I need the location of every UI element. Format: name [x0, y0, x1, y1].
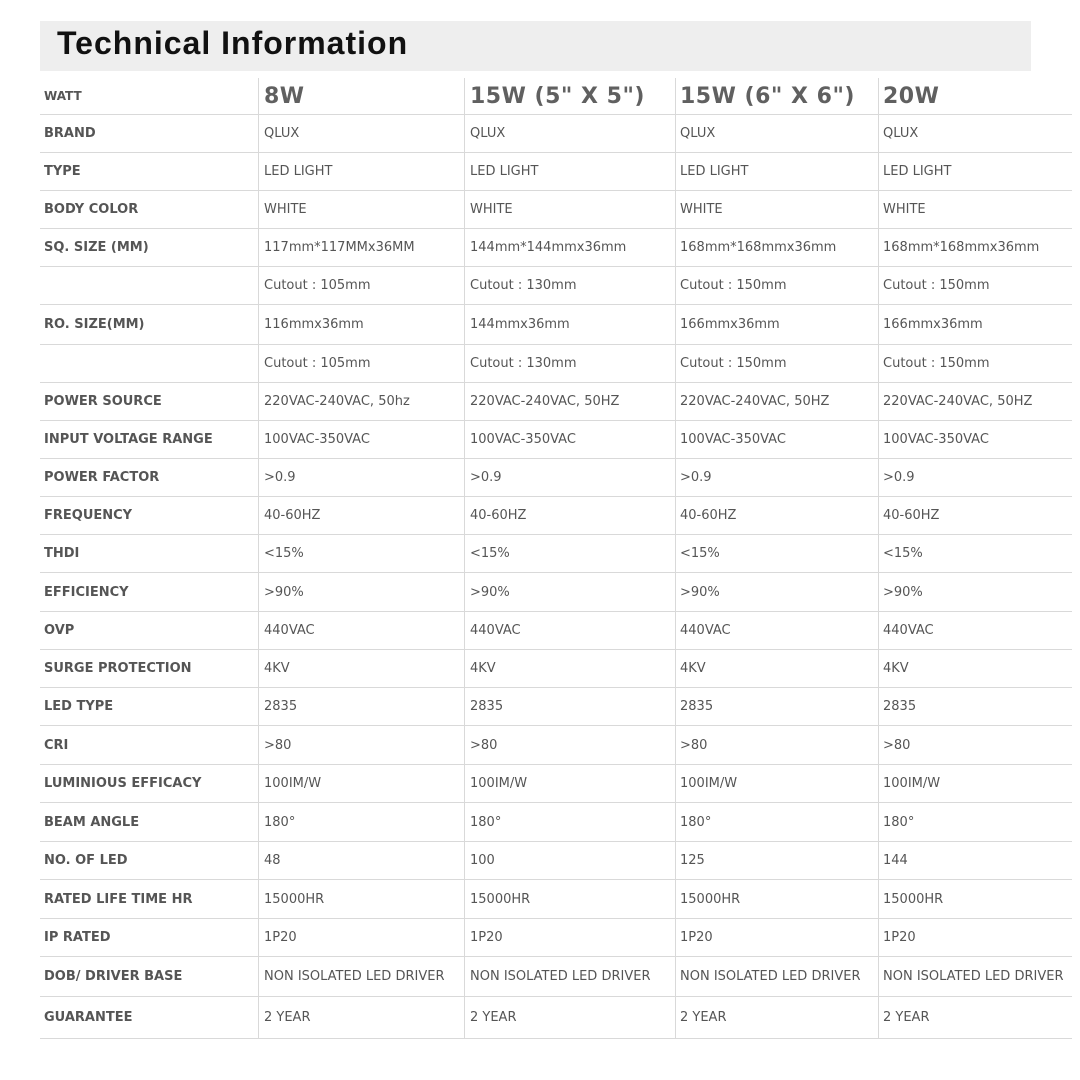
table-cell: 166mmx36mm: [675, 305, 878, 344]
table-cell: 100IM/W: [878, 765, 1072, 802]
table-row: [40, 305, 1072, 345]
table-cell: 116mmx36mm: [258, 305, 464, 344]
table-cell: >90%: [464, 573, 675, 611]
row-label: LUMINIOUS EFFICACY: [44, 776, 202, 791]
row-label: SURGE PROTECTION: [44, 661, 192, 676]
header-cell: 15W (6" X 6"): [675, 78, 878, 114]
table-cell: 180°: [675, 803, 878, 841]
table-cell: 125: [675, 842, 878, 879]
row-label: FREQUENCY: [44, 508, 133, 523]
table-cell: >90%: [258, 573, 464, 611]
table-cell: 117mm*117MMx36MM: [258, 229, 464, 266]
row-label: TYPE: [44, 164, 81, 179]
table-cell: 15000HR: [258, 880, 464, 918]
table-cell: 40-60HZ: [675, 497, 878, 534]
table-cell: 15000HR: [464, 880, 675, 918]
table-cell: >80: [675, 726, 878, 764]
table-cell: >90%: [878, 573, 1072, 611]
table-cell: >0.9: [675, 459, 878, 496]
row-label: [44, 267, 258, 304]
table-cell: 144mm*144mmx36mm: [464, 229, 675, 266]
table-row: [40, 803, 1072, 842]
table-cell: <15%: [464, 535, 675, 572]
table-cell: 2835: [878, 688, 1072, 725]
table-cell: 100VAC-350VAC: [878, 421, 1072, 458]
table-row: [40, 880, 1072, 919]
row-label: IP RATED: [44, 930, 111, 945]
table-cell: QLUX: [258, 115, 464, 152]
title-bar: [40, 21, 1031, 71]
table-cell: 100: [464, 842, 675, 879]
table-row: [40, 842, 1072, 880]
table-cell: 440VAC: [878, 612, 1072, 649]
table-row: [40, 383, 1072, 421]
row-label: NO. OF LED: [44, 853, 128, 868]
table-row: [40, 191, 1072, 229]
table-cell: 40-60HZ: [464, 497, 675, 534]
table-cell: 40-60HZ: [878, 497, 1072, 534]
table-cell: 220VAC-240VAC, 50HZ: [464, 383, 675, 420]
table-cell: 180°: [258, 803, 464, 841]
table-cell: <15%: [258, 535, 464, 572]
table-row: [40, 919, 1072, 957]
table-header-row: [40, 78, 1072, 115]
table-cell: 2835: [464, 688, 675, 725]
table-cell: 100VAC-350VAC: [258, 421, 464, 458]
table-row: [40, 765, 1072, 803]
table-row: [40, 997, 1072, 1039]
table-cell: WHITE: [878, 191, 1072, 228]
row-label: OVP: [44, 623, 75, 638]
table-cell: WHITE: [675, 191, 878, 228]
table-cell: 2 YEAR: [878, 997, 1072, 1038]
table-row: [40, 115, 1072, 153]
table-cell: NON ISOLATED LED DRIVER: [258, 957, 464, 996]
table-cell: Cutout : 105mm: [258, 267, 464, 304]
page-title: Technical Information: [57, 25, 409, 61]
row-label: GUARANTEE: [44, 1010, 133, 1025]
row-label: LED TYPE: [44, 699, 114, 714]
row-label: CRI: [44, 737, 69, 753]
table-cell: LED LIGHT: [675, 153, 878, 190]
table-cell: <15%: [675, 535, 878, 572]
table-cell: 15000HR: [675, 880, 878, 918]
table-cell: 2835: [675, 688, 878, 725]
table-cell: 1P20: [258, 919, 464, 956]
table-cell: 4KV: [464, 650, 675, 687]
table-row: [40, 497, 1072, 535]
header-cell: 15W (5" X 5"): [464, 78, 675, 114]
header-cell: 20W: [878, 78, 1072, 114]
table-cell: >80: [258, 726, 464, 764]
row-label: EFFICIENCY: [44, 584, 129, 600]
table-cell: 2 YEAR: [258, 997, 464, 1038]
table-cell: Cutout : 150mm: [878, 267, 1072, 304]
table-cell: 100IM/W: [675, 765, 878, 802]
table-row: [40, 535, 1072, 573]
row-label: POWER SOURCE: [44, 394, 162, 409]
table-row: [40, 421, 1072, 459]
table-cell: >0.9: [878, 459, 1072, 496]
table-cell: 100IM/W: [464, 765, 675, 802]
table-cell: 1P20: [878, 919, 1072, 956]
table-cell: NON ISOLATED LED DRIVER: [464, 957, 675, 996]
table-cell: NON ISOLATED LED DRIVER: [675, 957, 878, 996]
row-label: [44, 345, 258, 382]
table-cell: QLUX: [464, 115, 675, 152]
table-row: [40, 573, 1072, 612]
table-cell: Cutout : 150mm: [878, 345, 1072, 382]
table-cell: 440VAC: [464, 612, 675, 649]
table-row: [40, 726, 1072, 765]
table-cell: 220VAC-240VAC, 50hz: [258, 383, 464, 420]
table-cell: 180°: [878, 803, 1072, 841]
row-label: INPUT VOLTAGE RANGE: [44, 432, 213, 447]
table-cell: 440VAC: [258, 612, 464, 649]
row-label: SQ. SIZE (MM): [44, 240, 149, 255]
table-cell: 220VAC-240VAC, 50HZ: [878, 383, 1072, 420]
table-cell: 100VAC-350VAC: [464, 421, 675, 458]
row-label: POWER FACTOR: [44, 470, 160, 485]
table-row: [40, 345, 1072, 383]
table-cell: 144: [878, 842, 1072, 879]
table-cell: 4KV: [675, 650, 878, 687]
table-cell: >90%: [675, 573, 878, 611]
table-row: [40, 688, 1072, 726]
table-cell: 440VAC: [675, 612, 878, 649]
table-cell: >0.9: [464, 459, 675, 496]
row-label: THDI: [44, 546, 80, 561]
table-cell: 2 YEAR: [675, 997, 878, 1038]
table-cell: >0.9: [258, 459, 464, 496]
table-cell: 100VAC-350VAC: [675, 421, 878, 458]
table-cell: 100IM/W: [258, 765, 464, 802]
table-cell: Cutout : 105mm: [258, 345, 464, 382]
table-row: [40, 957, 1072, 997]
table-cell: NON ISOLATED LED DRIVER: [878, 957, 1072, 996]
table-cell: 48: [258, 842, 464, 879]
table-cell: 144mmx36mm: [464, 305, 675, 344]
table-cell: 168mm*168mmx36mm: [675, 229, 878, 266]
table-row: [40, 459, 1072, 497]
table-cell: 4KV: [878, 650, 1072, 687]
table-cell: LED LIGHT: [258, 153, 464, 190]
table-cell: Cutout : 150mm: [675, 345, 878, 382]
row-label: BODY COLOR: [44, 202, 139, 217]
header-cell: 8W: [258, 78, 464, 114]
table-row: [40, 153, 1072, 191]
table-cell: >80: [878, 726, 1072, 764]
table-cell: LED LIGHT: [878, 153, 1072, 190]
table-cell: Cutout : 150mm: [675, 267, 878, 304]
table-cell: 40-60HZ: [258, 497, 464, 534]
table-cell: 15000HR: [878, 880, 1072, 918]
table-cell: Cutout : 130mm: [464, 267, 675, 304]
row-label: BEAM ANGLE: [44, 814, 140, 830]
table-cell: 2835: [258, 688, 464, 725]
table-row: [40, 612, 1072, 650]
table-cell: >80: [464, 726, 675, 764]
header-label: WATT: [44, 89, 82, 103]
table-cell: WHITE: [258, 191, 464, 228]
table-row: [40, 229, 1072, 267]
table-cell: WHITE: [464, 191, 675, 228]
table-row: [40, 650, 1072, 688]
table-cell: 180°: [464, 803, 675, 841]
table-cell: 1P20: [675, 919, 878, 956]
table-cell: QLUX: [675, 115, 878, 152]
row-label: DOB/ DRIVER BASE: [44, 969, 183, 984]
table-cell: Cutout : 130mm: [464, 345, 675, 382]
row-label: BRAND: [44, 126, 96, 141]
table-cell: LED LIGHT: [464, 153, 675, 190]
row-label: RO. SIZE(MM): [44, 317, 145, 332]
row-label: RATED LIFE TIME HR: [44, 891, 193, 907]
table-cell: 4KV: [258, 650, 464, 687]
table-cell: 2 YEAR: [464, 997, 675, 1038]
table-cell: 1P20: [464, 919, 675, 956]
table-row: [40, 267, 1072, 305]
table-cell: 166mmx36mm: [878, 305, 1072, 344]
table-cell: QLUX: [878, 115, 1072, 152]
table-cell: <15%: [878, 535, 1072, 572]
table-cell: 168mm*168mmx36mm: [878, 229, 1072, 266]
table-cell: 220VAC-240VAC, 50HZ: [675, 383, 878, 420]
